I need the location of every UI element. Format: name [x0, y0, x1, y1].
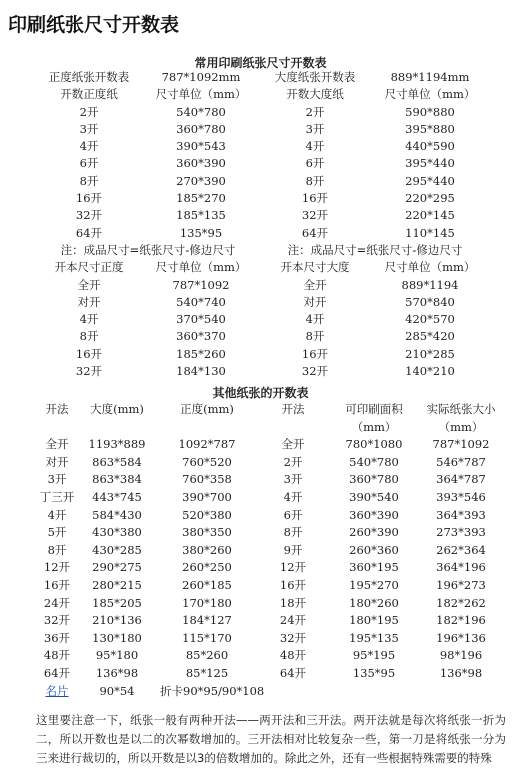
- col-header: 尺寸单位（mm）: [155, 260, 247, 275]
- table-cell: 430*285: [92, 542, 142, 557]
- table-cell: 440*590: [405, 139, 455, 154]
- table-cell: 16开: [301, 191, 329, 206]
- table-cell: 180*260: [349, 595, 399, 610]
- table-cell: 185*205: [92, 595, 142, 610]
- table-cell: 430*380: [92, 525, 142, 540]
- explanation-paragraph: 这里要注意一下，纸张一般有两种开法——两开法和三开法。两开法就是每次将纸张一折为二，所以开数也是以二的次幂数增加的。三开法相对比较复杂一些，第一刀是将纸张一分为三来进行裁切的，所以开数是以3的倍数增加的。除此之外，还有一些根据特殊需要的特殊: [36, 713, 506, 765]
- col-header: 开数正度纸: [60, 87, 118, 102]
- col-header: 实际纸张大小: [426, 402, 496, 416]
- table-cell: 390*543: [176, 139, 226, 154]
- table-cell: 1193*889: [88, 437, 146, 452]
- table-row: [36, 277, 490, 294]
- table-cell: 3开: [283, 472, 303, 487]
- col-header: 可印刷面积: [345, 402, 403, 416]
- table-row: [36, 542, 502, 560]
- right-base-size: 889*1194mm: [390, 70, 470, 84]
- table-cell: 32开: [75, 208, 103, 223]
- table-row: [36, 454, 502, 472]
- other-table-title: 其他纸张的开数表: [212, 386, 309, 400]
- col-header-unit: （mm）: [351, 419, 397, 434]
- table-cell: 16开: [301, 346, 329, 361]
- table-cell: 12开: [43, 560, 71, 575]
- table-cell: 360*370: [176, 329, 226, 344]
- table-cell: 2开: [305, 104, 325, 119]
- table-cell: 32开: [301, 364, 329, 379]
- col-header-unit: （mm）: [438, 419, 484, 434]
- table-cell: 4开: [47, 507, 67, 522]
- common-size-table: [36, 69, 490, 380]
- table-cell: 64开: [279, 665, 307, 680]
- table-cell: 8开: [47, 542, 67, 557]
- table-cell: 16开: [279, 577, 307, 592]
- table-cell: 8开: [283, 525, 303, 540]
- table-cell: 380*350: [182, 525, 232, 540]
- col-header: 尺寸单位（mm）: [155, 87, 247, 102]
- table-cell: 360*195: [349, 560, 399, 575]
- table-cell: 280*215: [92, 577, 142, 592]
- table-cell: 390*700: [182, 489, 232, 504]
- col-header: 大度(mm): [90, 402, 144, 416]
- table-cell: 24开: [43, 595, 71, 610]
- table-row: [36, 630, 502, 648]
- table-cell: 889*1194: [401, 277, 459, 292]
- table-cell: 195*135: [349, 630, 399, 645]
- table-cell: 290*275: [92, 560, 142, 575]
- table-row: [36, 121, 490, 138]
- table-cell: 32开: [301, 208, 329, 223]
- table-row: [36, 507, 502, 525]
- table-cell: 32开: [279, 630, 307, 645]
- col-header-unit: [156, 419, 258, 437]
- table-cell: 760*520: [182, 454, 232, 469]
- table-cell: 360*390: [349, 507, 399, 522]
- table-cell: 260*250: [182, 560, 232, 575]
- table-cell: 540*780: [176, 104, 226, 119]
- right-table-heading: 大度纸张开数表: [274, 70, 356, 84]
- note-row: [36, 242, 490, 259]
- table-cell: 36开: [43, 630, 71, 645]
- common-table-title: 常用印刷纸张尺寸开数表: [194, 56, 327, 70]
- table-cell: 48开: [279, 648, 307, 663]
- table-cell: 760*358: [182, 472, 232, 487]
- table-cell: 4开: [283, 489, 303, 504]
- table-cell: 110*145: [405, 225, 455, 240]
- table-cell: 185*270: [176, 191, 226, 206]
- table-cell: 4开: [305, 139, 325, 154]
- table-cell: 85*260: [185, 648, 229, 663]
- table-cell: 393*546: [436, 489, 486, 504]
- table-row: [36, 489, 502, 507]
- table-cell: 8开: [305, 173, 325, 188]
- table-cell: 6开: [283, 507, 303, 522]
- table-cell: 787*1092: [172, 277, 230, 292]
- table-cell: 395*440: [405, 156, 455, 171]
- table-cell: 196*136: [436, 630, 486, 645]
- table-cell: 360*780: [176, 121, 226, 136]
- table-cell: 590*880: [405, 104, 455, 119]
- table-cell: 863*584: [92, 454, 142, 469]
- table-cell: 185*135: [176, 208, 226, 223]
- table-row: [36, 294, 490, 311]
- table-cell: 170*180: [182, 595, 232, 610]
- table-row: [36, 328, 490, 345]
- table-cell: 136*98: [439, 665, 483, 680]
- table-cell: 260*390: [349, 525, 399, 540]
- table-cell: 780*1080: [345, 437, 403, 452]
- table-cell: 380*260: [182, 542, 232, 557]
- table-cell: 全开: [281, 437, 305, 452]
- table-row: [36, 190, 490, 207]
- table-row: [36, 225, 490, 242]
- table-cell: 丁三开: [39, 489, 75, 504]
- table-cell: 863*384: [92, 472, 142, 487]
- table-row: [36, 647, 502, 665]
- table-cell: 全开: [303, 277, 327, 292]
- table-cell: 260*185: [182, 577, 232, 592]
- table-cell: 210*285: [405, 346, 455, 361]
- table-cell: 2开: [79, 104, 99, 119]
- table-row: [36, 155, 490, 172]
- table-cell: 8开: [79, 173, 99, 188]
- table-cell: 260*360: [349, 542, 399, 557]
- table-cell: 95*180: [95, 648, 139, 663]
- table-cell: 390*540: [349, 489, 399, 504]
- table-cell: 135*95: [179, 225, 223, 240]
- cell: 90*54: [99, 683, 135, 698]
- col-header-unit: [258, 419, 328, 437]
- table-cell: 32开: [43, 613, 71, 628]
- table-cell: 对开: [45, 454, 69, 469]
- table-cell: 420*570: [405, 312, 455, 327]
- table-cell: 6开: [79, 156, 99, 171]
- table-cell: 16开: [75, 346, 103, 361]
- table-row: [36, 363, 490, 380]
- common-header-row: [36, 69, 490, 86]
- page-title: 印刷纸张尺寸开数表: [8, 14, 180, 36]
- table-cell: 98*196: [439, 648, 483, 663]
- table-cell: 24开: [279, 613, 307, 628]
- table-cell: 140*210: [405, 364, 455, 379]
- table-cell: 32开: [75, 364, 103, 379]
- table-cell: 18开: [279, 595, 307, 610]
- table-cell: 64开: [301, 225, 329, 240]
- table-row: [36, 524, 502, 542]
- table-row: [36, 311, 490, 328]
- table-cell: 130*180: [92, 630, 142, 645]
- table-cell: 360*390: [176, 156, 226, 171]
- table-cell: 184*127: [182, 613, 232, 628]
- col-header: 开本尺寸正度: [54, 260, 124, 275]
- table-cell: 270*390: [176, 173, 226, 188]
- table-cell: 540*740: [176, 294, 226, 309]
- table-row: [36, 436, 502, 454]
- other-header-row: [36, 401, 502, 419]
- other-size-table: [36, 401, 502, 700]
- left-base-size: 787*1092mm: [161, 70, 241, 84]
- table-cell: 520*380: [182, 507, 232, 522]
- table-cell: 5开: [47, 525, 67, 540]
- table-cell: 12开: [279, 560, 307, 575]
- col-header: 开数大度纸: [286, 87, 344, 102]
- table-cell: 395*880: [405, 121, 455, 136]
- table-row: [36, 138, 490, 155]
- table-cell: 180*195: [349, 613, 399, 628]
- note-left: 注：成品尺寸=纸张尺寸-修边尺寸: [60, 242, 236, 257]
- table-cell: 全开: [77, 277, 101, 292]
- table-cell: 540*780: [349, 454, 399, 469]
- table-cell: 95*195: [352, 648, 396, 663]
- col-header: 尺寸单位（mm）: [384, 87, 476, 102]
- table-cell: 182*262: [436, 595, 486, 610]
- table-cell: 4开: [79, 139, 99, 154]
- table-row: [36, 104, 490, 121]
- table-cell: 1092*787: [178, 437, 236, 452]
- table-cell: 对开: [303, 294, 327, 309]
- business-card-link[interactable]: 名片: [45, 683, 69, 698]
- table-row: [36, 207, 490, 224]
- table-cell: 220*295: [405, 191, 455, 206]
- business-card-row: [36, 683, 502, 701]
- table-cell: 115*170: [182, 630, 232, 645]
- table-cell: 185*260: [176, 346, 226, 361]
- table-cell: 16开: [75, 191, 103, 206]
- note-right: 注：成品尺寸=纸张尺寸-修边尺寸: [287, 242, 463, 257]
- cell: 折卡90*95/90*108: [160, 683, 265, 698]
- table-cell: 对开: [77, 294, 101, 309]
- table-cell: 85*125: [185, 665, 229, 680]
- table-cell: 4开: [79, 312, 99, 327]
- table-cell: 584*430: [92, 507, 142, 522]
- table-cell: 16开: [43, 577, 71, 592]
- other-header-sub-row: [36, 419, 502, 437]
- table-cell: 295*440: [405, 173, 455, 188]
- col-header: 开本尺寸大度: [280, 260, 350, 275]
- table-cell: 787*1092: [432, 437, 490, 452]
- table-row: [36, 471, 502, 489]
- left-table-heading: 正度纸张开数表: [48, 70, 130, 84]
- table-cell: 全开: [45, 437, 69, 452]
- col-header: 开法: [281, 402, 305, 416]
- table-row: [36, 595, 502, 613]
- table-row: [36, 612, 502, 630]
- table-row: [36, 577, 502, 595]
- table-cell: 262*364: [436, 542, 486, 557]
- table-cell: 3开: [79, 121, 99, 136]
- col-header: 开法: [45, 402, 69, 416]
- table-cell: 64开: [43, 665, 71, 680]
- col-header-unit: [36, 419, 78, 437]
- table-cell: 136*98: [95, 665, 139, 680]
- table-cell: 64开: [75, 225, 103, 240]
- table-cell: 370*540: [176, 312, 226, 327]
- col-header-unit: [78, 419, 156, 437]
- table-row: [36, 559, 502, 577]
- table-cell: 3开: [305, 121, 325, 136]
- table-row: [36, 346, 490, 363]
- table-cell: 364*393: [436, 507, 486, 522]
- table-cell: 220*145: [405, 208, 455, 223]
- table-cell: 8开: [79, 329, 99, 344]
- table-row: [36, 665, 502, 683]
- col-header: 正度(mm): [180, 402, 234, 416]
- common-column-header-row: [36, 86, 490, 103]
- table-cell: 364*787: [436, 472, 486, 487]
- table-cell: 48开: [43, 648, 71, 663]
- table-cell: 8开: [305, 329, 325, 344]
- table-cell: 570*840: [405, 294, 455, 309]
- table-cell: 443*745: [92, 489, 142, 504]
- table-cell: 3开: [47, 472, 67, 487]
- table-cell: 9开: [283, 542, 303, 557]
- table-cell: 285*420: [405, 329, 455, 344]
- table-cell: 2开: [283, 454, 303, 469]
- table-cell: 184*130: [176, 364, 226, 379]
- table-row: [36, 173, 490, 190]
- table-cell: 135*95: [352, 665, 396, 680]
- table-cell: 4开: [305, 312, 325, 327]
- table-cell: 182*196: [436, 613, 486, 628]
- table-cell: 210*136: [92, 613, 142, 628]
- table-cell: 196*273: [436, 577, 486, 592]
- table-cell: 6开: [305, 156, 325, 171]
- col-header: 尺寸单位（mm）: [384, 260, 476, 275]
- table-cell: 546*787: [436, 454, 486, 469]
- table-cell: 360*780: [349, 472, 399, 487]
- table-cell: 273*393: [436, 525, 486, 540]
- table-cell: 195*270: [349, 577, 399, 592]
- table-cell: 364*196: [436, 560, 486, 575]
- finished-size-header-row: [36, 259, 490, 276]
